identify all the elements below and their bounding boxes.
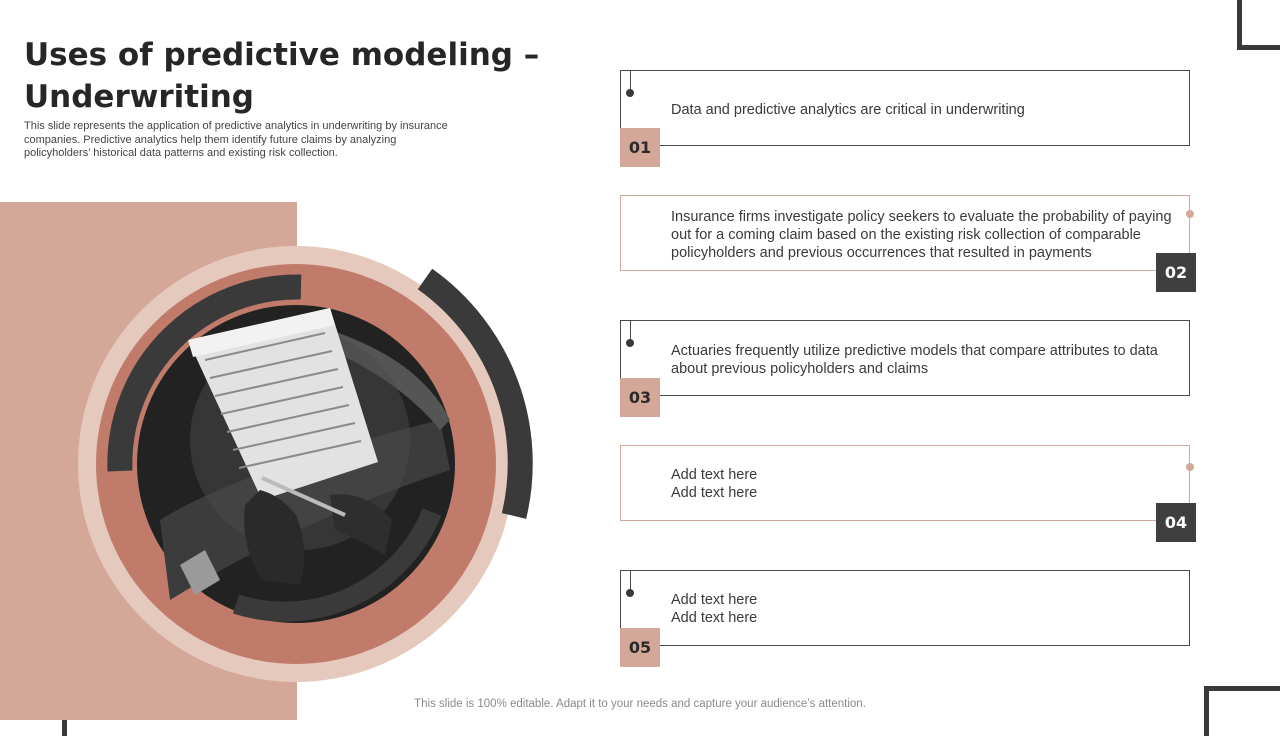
list-item-card-02 bbox=[620, 195, 1190, 271]
corner-decoration-top-right bbox=[1237, 0, 1280, 50]
item-number-badge-02: 02 bbox=[1156, 253, 1196, 292]
connector-dot-04 bbox=[1186, 463, 1194, 471]
item-number-badge-05: 05 bbox=[620, 628, 660, 667]
list-item-card-03 bbox=[620, 320, 1190, 396]
connector-dot-03 bbox=[626, 339, 634, 347]
connector-dot-05 bbox=[626, 589, 634, 597]
corner-decoration-bottom-right bbox=[1204, 686, 1280, 736]
slide-subtitle: This slide represents the application of predictive analytics in underwriting by insurance companies. Predictive analytics help them identify future claims by analyzing policyholders’ historical data patterns and existing risk collection. bbox=[24, 120, 448, 159]
list-item-text-03: Actuaries frequently utilize predictive models that compare attributes to data about previous policyholders and claims bbox=[671, 343, 1158, 377]
item-number-badge-04: 04 bbox=[1156, 503, 1196, 542]
slide-title: Uses of predictive modeling – Underwriting bbox=[24, 37, 540, 115]
footer-note: This slide is 100% editable. Adapt it to your needs and capture your audience’s attention. bbox=[414, 698, 866, 710]
connector-dot-02 bbox=[1186, 210, 1194, 218]
list-item-text-02: Insurance firms investigate policy seekers to evaluate the probability of paying out for a coming claim based on the existing risk collection of comparable policyholders and previous occurrences that resulted in payments bbox=[671, 209, 1172, 261]
item-number-badge-01: 01 bbox=[620, 128, 660, 167]
list-item-text-05: Add text here Add text here bbox=[671, 592, 758, 626]
list-item-card-04 bbox=[620, 445, 1190, 521]
list-item-text-04: Add text here Add text here bbox=[671, 467, 758, 501]
connector-dot-01 bbox=[626, 89, 634, 97]
list-item-card-05 bbox=[620, 570, 1190, 646]
document-photo-graphic bbox=[60, 245, 560, 685]
item-number-badge-03: 03 bbox=[620, 378, 660, 417]
list-item-card-01 bbox=[620, 70, 1190, 146]
list-item-text-01: Data and predictive analytics are critical in underwriting bbox=[671, 102, 1025, 118]
